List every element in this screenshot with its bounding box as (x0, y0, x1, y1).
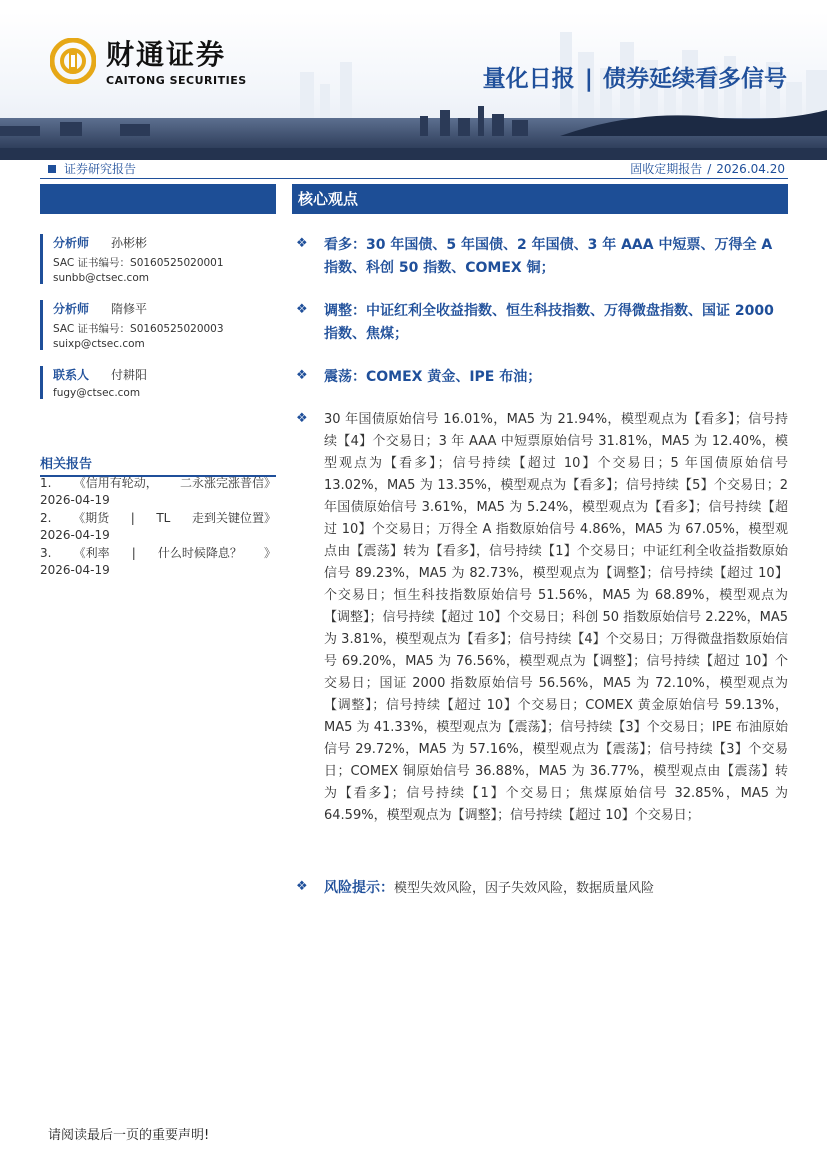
related-report-title: 二永涨完涨普信》 (179, 476, 276, 490)
report-date: 2026.04.20 (716, 162, 785, 176)
related-report-title: 走到关键位置》 (191, 511, 276, 525)
analyst-sac: SAC 证书编号：S0160525020003 (53, 323, 224, 335)
bullish-summary (296, 234, 788, 280)
adjustment-summary-text: 调整：中证红利全收益指数、恒生科技指数、万得微盘指数、国证 2000 指数、焦煤； (324, 303, 774, 342)
company-logo (50, 38, 250, 94)
contact-name: 付耕阳 (111, 368, 148, 382)
meta-separator: / (707, 162, 712, 176)
header-divider (40, 178, 788, 179)
volatile-summary-text: 震荡：COMEX 黄金、IPE 布油； (324, 369, 542, 385)
related-report-title: 什么时候降息？ (157, 546, 242, 560)
risk-warning-text: 模型失效风险，因子失效风险，数据质量风险 (394, 881, 655, 896)
analyst-card (40, 300, 276, 350)
diamond-bullet-icon: ❖ (296, 302, 308, 317)
volatile-summary (296, 366, 788, 389)
report-category: 固收定期报告 (630, 162, 703, 176)
diamond-bullet-icon: ❖ (296, 236, 308, 251)
diamond-bullet-icon: ❖ (296, 411, 308, 426)
square-marker-icon (48, 165, 56, 173)
analyst-card (40, 234, 276, 284)
related-report-number: 1. (40, 476, 52, 490)
analyst-sac: SAC 证书编号：S0160525020001 (53, 257, 224, 269)
disclaimer-note: 请阅读最后一页的重要声明! (48, 1128, 210, 1143)
analyst-name: 隋修平 (111, 302, 148, 316)
related-report-number: 2. (40, 511, 52, 525)
related-report-item[interactable] (40, 510, 276, 544)
related-report-title: | (131, 546, 136, 560)
signal-detail (296, 409, 788, 827)
related-report-date: 2026-04-19 (40, 563, 110, 577)
related-report-date: 2026-04-19 (40, 493, 110, 507)
contact-card (40, 366, 276, 399)
report-title-category: 量化日报 (482, 66, 575, 92)
contact-email[interactable]: fugy@ctsec.com (53, 387, 141, 399)
signal-detail-text: 30 年国债原始信号 16.01%，MA5 为 21.94%，模型观点为【看多】；信号持续【4】个交易日；3 年 AAA 中短票原始信号 31.81%，MA5 为 12.40%，模型观点为【看多】；信号持续【超过 10】个交易日；5 年国债原始信号 13.02%，MA5 为 13.35%，模型观点为【看多】；信号持续【5】个交易日；2 年国债原始信号 3.61%，MA5 为 5.24%，模型观点为【看多】；信号持续【超过 10】个交易日；万得全 A 指数原始信号 4.86%，MA5 为 67.05%，模型观点由【震荡】转为【看多】，信号持续【1】个交易日；中证红利全收益指数原始信号 89.23%，MA5 为 82.73%，模型观点为【调整】；信号持续【超过 10】个交易日；恒生科技指数原始信号 51.56%，MA5 为 68.89%，模型观点为【调整】；信号持续【超过 10】个交易日；科创 50 指数原始信号 2.22%，MA5 为 3.81%，模型观点为【看多】；信号持续【4】个交易日；万得微盘指数原始信号 69.20%，MA5 为 76.56%，模型观点为【调整】；信号持续【超过 10】个交易日；国证 2000 指数原始信号 56.56%，MA5 为 72.10%，模型观点为【调整】；信号持续【超过 10】个交易日；COMEX 黄金原始信号 59.13%，MA5 为 41.33%，模型观点为【震荡】；信号持续【3】个交易日；IPE 布油原始信号 29.72%，MA5 为 57.16%，模型观点为【震荡】；信号持续【3】个交易日；COMEX 铜原始信号 36.88%，MA5 为 36.77%，模型观点由【震荡】转为【看多】；信号持续【1】个交易日；焦煤原始信号 32.85%，MA5 为 64.59%，模型观点为【调整】；信号持续【超过 10】个交易日； (324, 412, 788, 823)
caitong-logo-icon (50, 38, 96, 84)
related-report-number: 3. (40, 546, 52, 560)
related-report-title: 》 (263, 546, 276, 560)
contact-role: 联系人 (53, 368, 90, 382)
analyst-role: 分析师 (53, 236, 90, 250)
analyst-name: 孙彬彬 (111, 236, 148, 250)
logo-english-name: CAITONG SECURITIES (106, 74, 247, 87)
related-reports-title: 相关报告 (40, 453, 276, 477)
analyst-email[interactable]: suixp@ctsec.com (53, 338, 145, 350)
related-report-title: TL (156, 511, 171, 525)
adjustment-summary (296, 300, 788, 346)
report-type (48, 160, 136, 177)
analyst-role: 分析师 (53, 302, 90, 316)
sidebar-header-bar (40, 184, 276, 214)
analyst-email[interactable]: sunbb@ctsec.com (53, 272, 149, 284)
related-report-date: 2026-04-19 (40, 528, 110, 542)
diamond-bullet-icon: ❖ (296, 368, 308, 383)
diamond-bullet-icon: ❖ (296, 879, 308, 894)
related-report-item[interactable] (40, 545, 276, 579)
related-report-title: 《期货 (73, 511, 110, 525)
core-views-header: 核心观点 (292, 184, 788, 214)
bullish-summary-text: 看多：30 年国债、5 年国债、2 年国债、3 年 AAA 中短票、万得全 A 指数、科创 50 指数、COMEX 铜； (324, 237, 773, 276)
risk-warning-label: 风险提示： (324, 880, 394, 896)
risk-warning (296, 877, 788, 897)
related-report-item[interactable] (40, 475, 276, 509)
report-meta (630, 160, 785, 177)
report-title-headline: 债券延续看多信号 (603, 66, 787, 92)
report-type-label: 证券研究报告 (64, 162, 137, 176)
related-report-title: | (130, 511, 135, 525)
related-report-title: 《利率 (73, 546, 110, 560)
logo-chinese-name: 财通证券 (106, 38, 227, 71)
report-title (483, 60, 787, 93)
title-separator: | (584, 66, 593, 92)
related-report-title: 《信用有轮动， (73, 476, 158, 490)
related-reports-list (40, 475, 276, 580)
